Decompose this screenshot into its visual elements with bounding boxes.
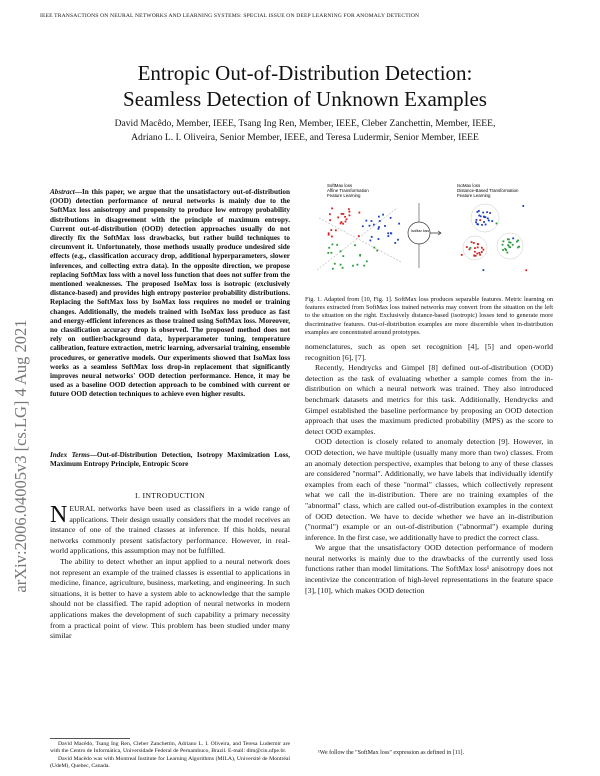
fig-point-red: [331, 236, 333, 238]
fig-point-blue: [491, 220, 493, 222]
fig-point-red: [349, 211, 351, 213]
fig-point-green: [376, 250, 378, 252]
paper-title: [40, 60, 570, 112]
affiliation-footnote: [50, 741, 290, 770]
intro-paragraph-2: The ability to detect whether an input applied to a neural network does not represent an example of the trained classes is essential to applications in medicine, finance, agriculture, business, marketing, and engineering. In such situations, it is better to have a system able to acknowledge that the sample should not be classified. The rapid adoption of neural networks in modern applications makes the development of such capability a primary necessity from a practical point of view. This problem has been studied under many similar: [50, 556, 290, 641]
fig-point-red: [342, 223, 344, 225]
fig-point-red: [337, 217, 339, 219]
fig-point-red: [476, 253, 478, 255]
fig-point-green: [327, 252, 329, 254]
fig-point-green: [509, 246, 511, 248]
fig-left-label-3: Feature Learning: [327, 193, 361, 198]
right-footnote: ¹We follow the "SoftMax loss" expression as defined in [11].: [318, 750, 464, 756]
arxiv-identifier: arXiv:2006.04005v3 [cs.LG] 4 Aug 2021: [11, 319, 30, 593]
fig-point-blue: [477, 223, 479, 225]
fig-point-blue: [390, 217, 392, 219]
fig-left-boundary-1: [317, 208, 397, 270]
fig-point-blue: [483, 221, 485, 223]
right-paragraph-4: We argue that the unsatisfactory OOD detection performance of modern neural networks is mainly due to the drawbacks of the currently used loss functions rather than model limitations. The SoftMax loss¹ anisotropy does not incentivize the concentration of high-level representations in the feature space [3], [10], which makes OOD detection: [305, 543, 553, 595]
intro-paragraph-1: EURAL networks have been used as classifiers in a wide range of applications. Their design usually considers that the model receives an instance of one of the trained classes at inference. If this holds, neural networks commonly present satisfactory performance. However, in real-world applications, this assumption may not be fulfilled.: [50, 504, 290, 556]
fig-point-blue: [475, 221, 477, 223]
fig-point-blue: [378, 238, 380, 240]
fig-point-red: [473, 255, 475, 257]
fig-point-green: [373, 247, 375, 249]
fig-point-red: [477, 246, 479, 248]
fig-point-red: [329, 213, 331, 215]
fig-point-blue: [362, 225, 364, 227]
right-paragraph-2: Recently, Hendrycks and Gimpel [8] defined out-of-distribution (OOD) detection as the task of evaluating whether a sample comes from the in-distribution on which a neural network was trained. They also introduced benchmark datasets and metrics for this task. Additionally, Hendrycks and Gimpel established the baseline performance by proposing an OOD detection approach that uses the maximum predicted probability (MPS) as the score to detect OOD examples.: [305, 363, 553, 436]
fig-point-blue: [370, 240, 372, 242]
fig-point-green: [508, 238, 510, 240]
fig-point-red: [330, 229, 332, 231]
fig-point-blue: [382, 214, 384, 216]
fig-point-blue: [482, 212, 484, 214]
fig-point-green: [334, 263, 336, 265]
fig-point-blue: [486, 211, 488, 213]
fig-point-red: [477, 243, 479, 245]
fig-point-blue: [378, 216, 380, 218]
index-terms: [50, 451, 290, 469]
fig-point-red: [342, 213, 344, 215]
right-column-text: [305, 342, 553, 596]
fig-point-red: [471, 241, 473, 243]
fig-point-outlier: [482, 269, 484, 271]
fig-point-red: [466, 246, 468, 248]
fig-point-red: [358, 212, 360, 214]
fig-point-blue: [387, 235, 389, 237]
fig-point-outlier: [470, 247, 472, 249]
fig-point-green: [331, 252, 333, 254]
footnote-rule: [50, 738, 130, 739]
fig-point-blue: [476, 211, 478, 213]
fig-point-green: [508, 241, 510, 243]
fig-point-blue: [398, 223, 400, 225]
fig-point-green: [332, 268, 334, 270]
fig-point-blue: [390, 232, 392, 234]
fig-point-blue: [378, 226, 380, 228]
fig-point-green: [340, 250, 342, 252]
fig-point-red: [483, 249, 485, 251]
fig-arrow-icon: [430, 231, 441, 235]
figure-1: [305, 178, 553, 278]
fig-point-outlier: [525, 269, 527, 271]
title-line-2: Seamless Detection of Unknown Examples: [123, 87, 487, 111]
fig-point-red: [340, 223, 342, 225]
fig-point-red: [348, 208, 350, 210]
abstract: [50, 188, 290, 400]
footnote-affiliation-2: David Macêdo was with Montreal Institute for Learning Algorithms (MILA), Université de Montréal (UdeM), Quebec, Canada.: [50, 755, 290, 769]
right-paragraph-1: nomenclatures, such as open set recognition [4], [5] and open-world recognition [6], [7].: [305, 342, 553, 362]
fig-point-green: [503, 240, 505, 242]
fig-point-outlier: [512, 237, 514, 239]
fig-point-green: [336, 244, 338, 246]
fig-point-blue: [373, 224, 375, 226]
abstract-label: Abstract: [50, 188, 75, 196]
fig-point-red: [358, 235, 360, 237]
fig-point-green: [354, 244, 356, 246]
fig-point-blue: [387, 232, 389, 234]
fig-point-blue: [487, 217, 489, 219]
fig-point-blue: [369, 225, 371, 227]
fig-mid-label: IsoMax loss: [411, 229, 429, 233]
fig-point-red: [341, 213, 343, 215]
fig-point-blue: [485, 216, 487, 218]
fig-point-green: [342, 255, 344, 257]
fig-point-red: [328, 234, 330, 236]
fig-point-red: [479, 252, 481, 254]
fig-point-blue: [485, 224, 487, 226]
fig-point-outlier: [522, 205, 524, 207]
fig-point-green: [512, 244, 514, 246]
fig-point-green: [363, 265, 365, 267]
fig-point-red: [481, 247, 483, 249]
fig-point-green: [352, 265, 354, 267]
fig-point-blue: [394, 242, 396, 244]
fig-point-blue: [371, 236, 373, 238]
fig-right-label-1: IsoMax loss: [457, 183, 481, 188]
fig-point-green: [340, 264, 342, 266]
fig-point-blue: [378, 228, 380, 230]
introduction-text: [50, 504, 290, 642]
fig-point-green: [342, 267, 344, 269]
fig-point-outlier: [479, 219, 481, 221]
fig-right-label-2: Distance-Based Transformation: [457, 188, 519, 193]
fig-point-red: [479, 254, 481, 256]
fig-transform-node: [408, 222, 430, 244]
fig-point-green: [517, 247, 519, 249]
title-line-1: Entropic Out-of-Distribution Detection:: [137, 61, 473, 85]
running-header: IEEE TRANSACTIONS ON NEURAL NETWORKS AND LEARNING SYSTEMS: SPECIAL ISSUE ON DEEP LEARNING FOR ANOMALY DETECTION: [40, 13, 420, 19]
index-terms-label: Index Terms: [50, 451, 90, 459]
fig-point-green: [502, 249, 504, 251]
authors-line-2: Adriano L. I. Oliveira, Senior Member, IEEE, and Teresa Ludermir, Senior Member, IEEE: [131, 132, 479, 143]
fig-point-green: [357, 264, 359, 266]
fig-right-label-3: Feature Learning: [457, 193, 491, 198]
fig-point-red: [344, 216, 346, 218]
fig-point-red: [345, 221, 347, 223]
footnote-affiliation-1: David Macêdo, Tsang Ing Ren, Cleber Zanchettin, Adriano L. I. Oliveira, and Teresa Ludermir are with the Centro de Informática, Universidade Federal de Pernambuco, Brazil. E-mail: dlm@cin.ufpe.br.: [50, 741, 290, 755]
fig-point-blue: [384, 225, 386, 227]
fig-point-blue: [488, 220, 490, 222]
fig-point-blue: [371, 220, 373, 222]
fig-point-outlier: [496, 223, 498, 225]
fig-point-blue: [365, 220, 367, 222]
author-list: [40, 117, 570, 145]
fig-point-red: [329, 219, 331, 221]
fig-point-green: [366, 260, 368, 262]
fig-point-outlier: [461, 254, 463, 256]
fig-point-red: [349, 214, 351, 216]
fig-point-blue: [489, 212, 491, 214]
fig-point-red: [335, 229, 337, 231]
abstract-text: —In this paper, we argue that the unsatisfactory out-of-distribution (OOD) detection performance of neural networks is mainly due to the SoftMax loss anisotropy and propensity to produce low entropy probability distributions in disagreement with the principle of maximum entropy. Current out-of-distribution (OOD) detection approaches usually do not directly fix the SoftMax loss drawbacks, but rather build techniques to circumvent it. Unfortunately, those methods usually produce undesired side effects (e.g., classification accuracy drop, additional hyperparameters, slower inferences, and collecting extra data). In the opposite direction, we propose replacing SoftMax loss with a novel loss function that does not suffer from the mentioned weaknesses. The proposed IsoMax loss is isotropic (exclusively distance-based) and provides high entropy posterior probability distributions. Replacing the SoftMax loss by IsoMax loss requires no model or training changes. Additionally, the models trained with IsoMax loss produce as fast and energy-efficient inferences as those trained using SoftMax loss. Moreover, no classification accuracy drop is observed. The proposed method does not rely on outlier/background data, hyperparameter tuning, temperature calibration, feature extraction, metric learning, adversarial training, ensemble procedures, or generative models. Our experiments showed that IsoMax loss works as a seamless SoftMax loss drop-in replacement that significantly improves neural networks' OOD detection performance. Hence, it may be used as a baseline OOD detection approach to be combined with current or future OOD detection techniques to achieve even higher results.: [50, 188, 290, 399]
fig-point-green: [517, 240, 519, 242]
fig-point-red: [474, 251, 476, 253]
fig-point-red: [331, 208, 333, 210]
fig-point-red: [346, 218, 348, 220]
fig-point-red: [481, 251, 483, 253]
fig-point-blue: [379, 220, 381, 222]
index-terms-text: —Out-of-Distribution Detection, Isotropy Maximization Loss, Maximum Entropy Principle, Entropic Score: [50, 451, 290, 469]
fig-point-blue: [397, 239, 399, 241]
fig-point-red: [473, 242, 475, 244]
fig-point-blue: [476, 219, 478, 221]
fig-point-green: [359, 255, 361, 257]
fig-left-label-1: SoftMax loss: [327, 183, 353, 188]
right-paragraph-3: OOD detection is closely related to anomaly detection [9]. However, in OOD detection, we have multiple (usually many more than two) classes. From an anomaly detection perspective, examples that belong to any of these classes are considered "normal". Additionally, we have labels that individually identify examples from each of these "normal" classes, which collectively represent what we call the in-distribution. There are no training examples of the "abnormal" class, which are called out-of-distribution examples in the context of OOD detection. We have to decide whether we have an in-distribution ("normal") example or an out-of-distribution ("abnormal") example during inference. In the first case, we additionally have to predict the correct class.: [305, 437, 553, 542]
fig-point-blue: [483, 216, 485, 218]
drop-cap: N: [50, 502, 68, 528]
fig-point-green: [506, 252, 508, 254]
fig-point-blue: [481, 224, 483, 226]
fig-point-green: [328, 247, 330, 249]
authors-line-1: David Macêdo, Member, IEEE, Tsang Ing Ren, Member, IEEE, Cleber Zanchettin, Member, IEEE,: [114, 118, 496, 129]
fig-point-red: [474, 247, 476, 249]
fig-point-green: [505, 249, 507, 251]
section-heading: I. INTRODUCTION: [135, 491, 205, 500]
figure-caption: Fig. 1. Adapted from [10, Fig. 1]. SoftMax loss produces separable features. Metric learning on features extracted from SoftMax loss trained networks may convert from the situation on the left to the situation on the right. Exclusively distance-based (isotropic) losses tend to generate more discriminative features. Out-of-distribution examples are more discernible when in-distribution examples are concentrated around prototypes.: [305, 296, 553, 336]
fig-left-label-2: Affine Transformation: [327, 188, 369, 193]
fig-point-green: [331, 244, 333, 246]
fig-point-blue: [478, 215, 480, 217]
fig-point-green: [502, 244, 504, 246]
